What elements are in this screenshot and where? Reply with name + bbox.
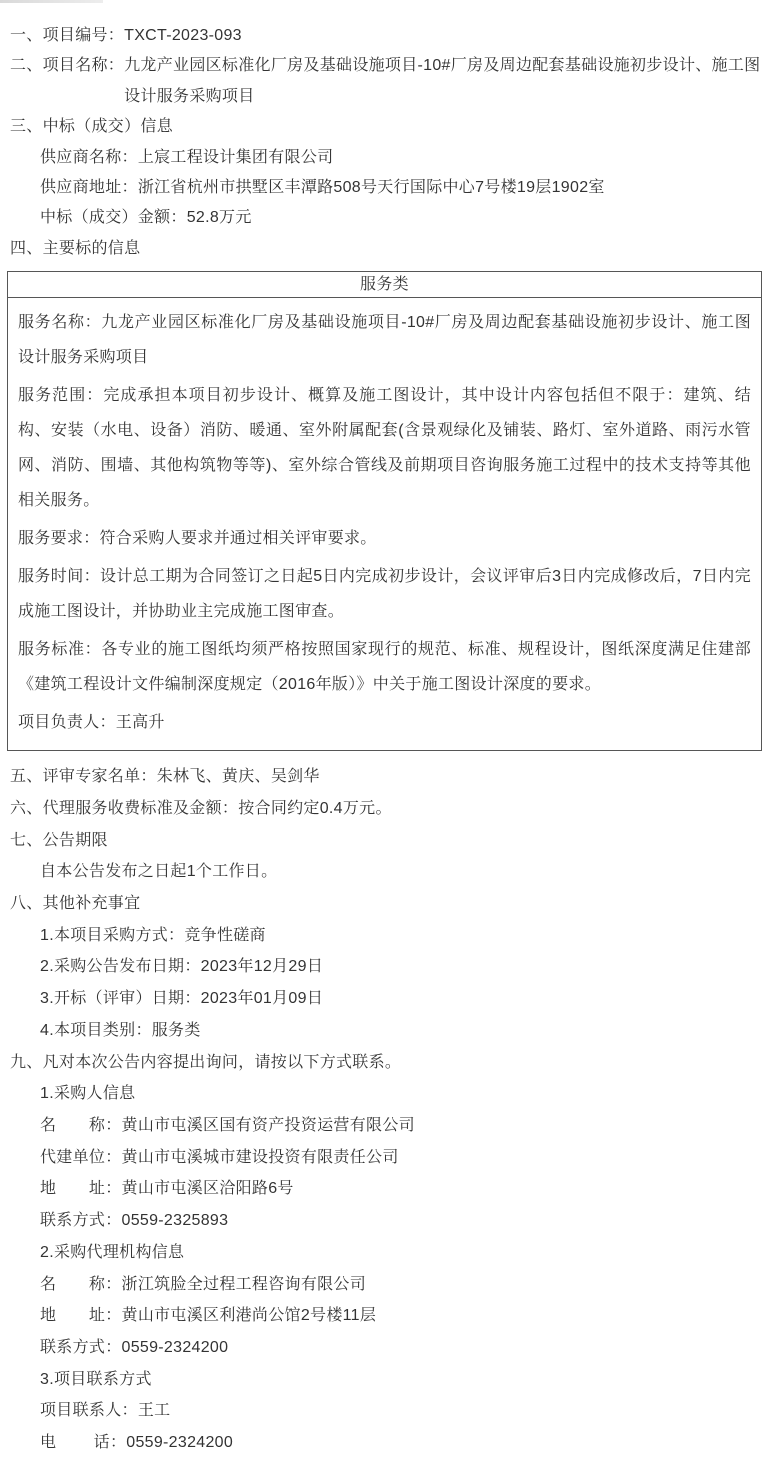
project-leader-paragraph: 项目负责人：王高升 xyxy=(18,714,165,732)
agency-contact-row xyxy=(10,1332,762,1364)
project-contact-person-value: 王工 xyxy=(137,1402,171,1420)
agency-fee-label: 代理服务收费标准及金额： xyxy=(42,799,239,817)
construction-agent-row xyxy=(10,1142,762,1174)
review-experts-label: 评审专家名单： xyxy=(42,768,157,786)
agency-address-label: 地 址： xyxy=(40,1307,122,1325)
service-scope-paragraph: 服务范围：完成承担本项目初步设计、概算及施工图设计，其中设计内容包括但不限于：建筑、结构、安装（水电、设备）消防、暖通、室外附属配套(含景观绿化及铺装、路灯、室外道路、雨污水管网、消防、围墙、其他构筑物等等)、室外综合管线及前期项目咨询服务施工过程中的技术支持等其他相关服务。 xyxy=(18,387,751,510)
section-5-marker: 五、 xyxy=(10,768,43,786)
section-4-marker: 四、 xyxy=(10,239,43,257)
purchaser-name-label: 名 称： xyxy=(40,1116,122,1134)
service-time-paragraph: 服务时间：设计总工期为合同签订之日起5日内完成初步设计，会议评审后3日内完成修改后，7日内完成施工图设计，并协助业主完成施工图审查。 xyxy=(18,568,751,621)
project-phone-row xyxy=(10,1427,762,1459)
other-matters-item-project-category: 4.本项目类别：服务类 xyxy=(40,1021,201,1039)
section-other-matters-heading xyxy=(10,888,762,920)
review-experts-value: 朱林飞、黄庆、吴剑华 xyxy=(156,768,320,786)
purchaser-name-value: 黄山市屯溪区国有资产投资运营有限公司 xyxy=(121,1116,415,1134)
supplier-name-label: 供应商名称： xyxy=(40,148,138,166)
project-name-value: 九龙产业园区标准化厂房及基础设施项目-10#厂房及周边配套基础设施初步设计、施工图设计服务采购项目 xyxy=(124,57,761,105)
supplementary-block xyxy=(10,761,762,1458)
project-phone-label: 电 话： xyxy=(40,1434,127,1452)
purchaser-address-row xyxy=(10,1173,762,1205)
project-number-value: TXCT-2023-093 xyxy=(124,27,242,44)
notice-period-body: 自本公告发布之日起1个工作日。 xyxy=(40,863,278,881)
construction-agent-value: 黄山市屯溪城市建设投资有限责任公司 xyxy=(121,1148,399,1166)
contact-heading-title: 凡对本次公告内容提出询问，请按以下方式联系。 xyxy=(42,1053,402,1071)
other-matters-item-bid-opening-date: 3.开标（评审）日期：2023年01月09日 xyxy=(40,990,324,1008)
supplier-address-row xyxy=(10,173,762,203)
award-info-title: 中标（成交）信息 xyxy=(42,118,174,136)
table-header-service-category: 服务类 xyxy=(8,272,761,298)
service-requirement-paragraph: 服务要求：符合采购人要求并通过相关评审要求。 xyxy=(18,530,377,548)
section-agency-fee xyxy=(10,793,762,825)
award-amount-row xyxy=(10,203,762,233)
purchaser-contact-label: 联系方式： xyxy=(40,1212,122,1230)
agency-address-row xyxy=(10,1300,762,1332)
section-contact-heading xyxy=(10,1047,762,1079)
section-3-marker: 三、 xyxy=(10,118,43,136)
service-name-paragraph: 服务名称：九龙产业园区标准化厂房及基础设施项目-10#厂房及周边配套基础设施初步设计、施工图设计服务采购项目 xyxy=(18,314,751,367)
purchaser-info-title: 1.采购人信息 xyxy=(40,1085,136,1103)
bid-target-table xyxy=(7,271,762,751)
bid-target-title: 主要标的信息 xyxy=(42,239,141,257)
project-name-label: 项目名称： xyxy=(42,57,125,75)
supplier-name-value: 上宸工程设计集团有限公司 xyxy=(137,148,334,166)
purchaser-address-value: 黄山市屯溪区洽阳路6号 xyxy=(121,1180,294,1198)
award-amount-label: 中标（成交）金额： xyxy=(40,209,187,227)
section-project-number xyxy=(10,21,762,51)
section-7-marker: 七、 xyxy=(10,831,43,849)
purchaser-name-row xyxy=(10,1110,762,1142)
section-8-marker: 八、 xyxy=(10,895,43,913)
agency-fee-value: 按合同约定0.4万元。 xyxy=(238,799,392,817)
service-standard-paragraph: 服务标准：各专业的施工图纸均须严格按照国家现行的规范、标准、规程设计，图纸深度满足住建部《建筑工程设计文件编制深度规定（2016年版）》中关于施工图设计深度的要求。 xyxy=(18,641,751,694)
project-number-label: 项目编号： xyxy=(42,27,125,44)
agency-info-title: 2.采购代理机构信息 xyxy=(40,1243,185,1261)
section-award-info-heading xyxy=(10,112,762,142)
agency-contact-label: 联系方式： xyxy=(40,1338,122,1356)
award-amount-value: 52.8万元 xyxy=(186,209,252,227)
agency-contact-value: 0559-2324200 xyxy=(121,1338,229,1356)
purchaser-address-label: 地 址： xyxy=(40,1180,122,1198)
purchaser-contact-value: 0559-2325893 xyxy=(121,1212,229,1230)
agency-name-label: 名 称： xyxy=(40,1275,122,1293)
other-matters-item-procurement-method: 1.本项目采购方式：竞争性磋商 xyxy=(40,926,266,944)
supplier-name-row xyxy=(10,143,762,173)
project-phone-value: 0559-2324200 xyxy=(126,1434,234,1452)
other-matters-item-announcement-date: 2.采购公告发布日期：2023年12月29日 xyxy=(40,958,324,976)
construction-agent-label: 代建单位： xyxy=(40,1148,122,1166)
agency-address-value: 黄山市屯溪区利港尚公馆2号楼11层 xyxy=(121,1307,377,1325)
purchaser-contact-row xyxy=(10,1205,762,1237)
section-bid-target-heading xyxy=(10,234,762,264)
top-left-artifact xyxy=(0,0,103,3)
agency-name-row xyxy=(10,1269,762,1301)
section-notice-period-heading xyxy=(10,825,762,857)
project-contact-person-label: 项目联系人： xyxy=(40,1402,138,1420)
notice-period-title: 公告期限 xyxy=(42,831,108,849)
supplier-address-label: 供应商地址： xyxy=(40,179,138,197)
supplier-address-value: 浙江省杭州市拱墅区丰潭路508号天行国际中心7号楼19层1902室 xyxy=(137,179,605,197)
other-matters-title: 其他补充事宜 xyxy=(42,895,141,913)
section-6-marker: 六、 xyxy=(10,799,43,817)
section-1-marker: 一、 xyxy=(10,27,43,44)
award-info-block xyxy=(10,21,762,264)
section-review-experts xyxy=(10,761,762,793)
section-project-name xyxy=(10,51,762,112)
table-body xyxy=(8,298,761,750)
section-2-marker: 二、 xyxy=(10,57,43,75)
section-9-marker: 九、 xyxy=(10,1053,43,1071)
project-contact-person-row xyxy=(10,1395,762,1427)
agency-name-value: 浙江筑脸全过程工程咨询有限公司 xyxy=(121,1275,367,1293)
project-contact-title: 3.项目联系方式 xyxy=(40,1370,152,1388)
